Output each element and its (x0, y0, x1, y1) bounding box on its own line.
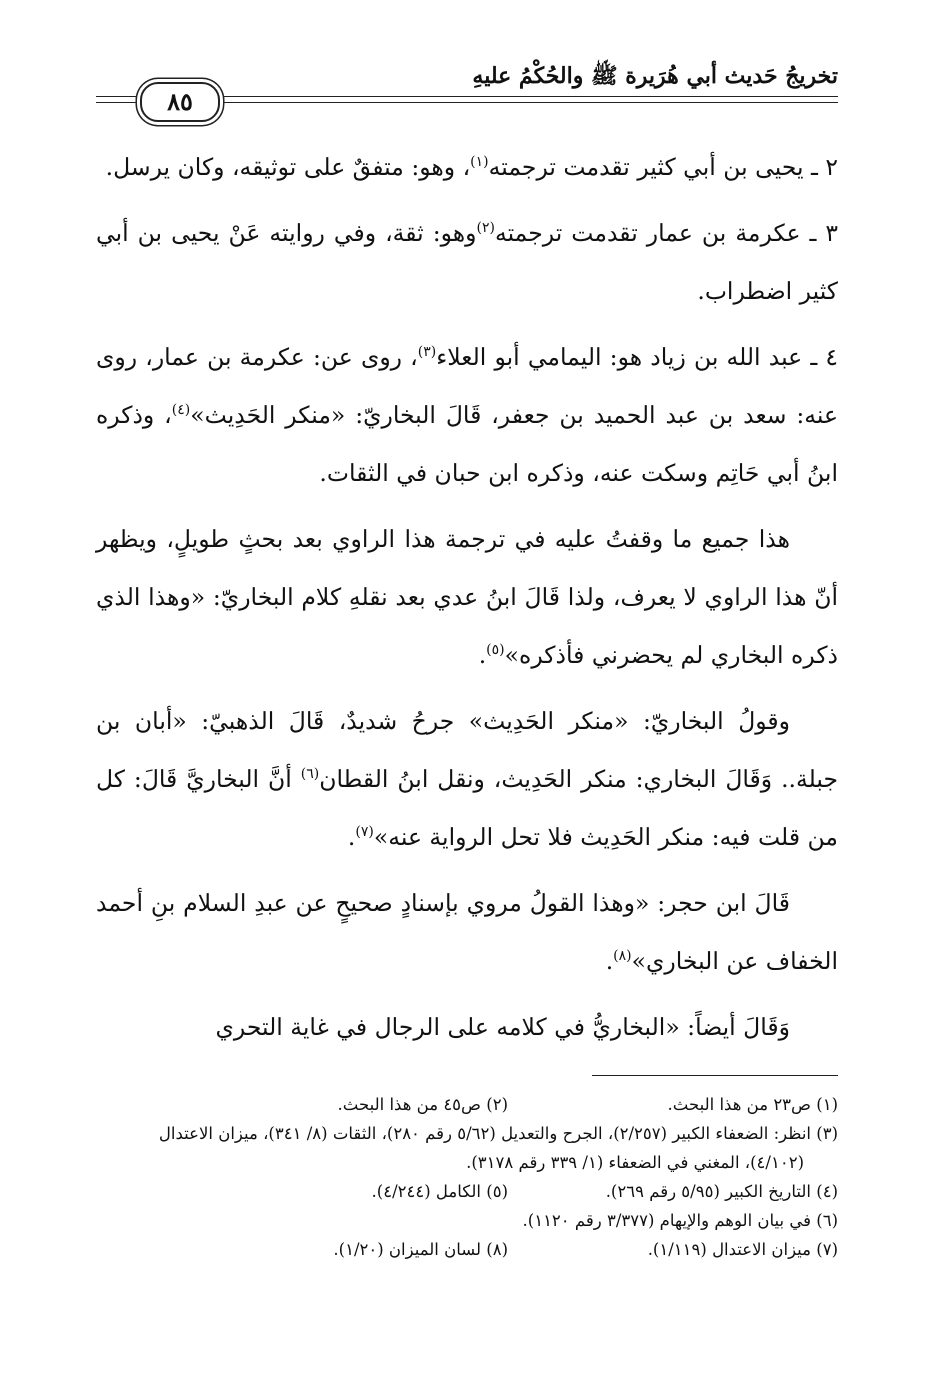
page-header (96, 62, 838, 122)
footnote-row-4-5 (96, 1177, 838, 1206)
footnote-ref-6[interactable]: (٦) (300, 766, 320, 783)
footnote-ref-3[interactable]: (٣) (417, 344, 437, 361)
footnote-8: (٨) لسان الميزان (١/٢٠). (333, 1240, 508, 1259)
footnote-ref-1[interactable]: (١) (470, 154, 489, 171)
body-text (96, 138, 838, 1064)
paragraph-ibn-hajar: قَالَ ابن حجر: «وهذا القولُ مروي بإسنادٍ صحيحٍ عن عبدِ السلام بنِ أحمد الخفاف عن البخاري»$^{(٨)}$. (96, 889, 838, 975)
footnote-ref-8[interactable]: (٨) (613, 948, 632, 965)
paragraph-bukhari-saying: وقولُ البخاريّ: «منكر الحَدِيث» جرحُ شديدٌ، قَالَ الذهبيّ: «أبان بن جبلة.. وَقَالَ البخاري: منكر الحَدِيث، ونقل ابنُ القطان$^{(٦)}$ أنَّ البخاريَّ قَالَ: كل من قلت فيه: منكر الحَدِيث فلا تحل الرواية عنه»$^{(٧)}$. (96, 707, 839, 851)
footnote-6: (٦) في بيان الوهم والإيهام (٣/٣٧٧ رقم ١١٢٠). (522, 1211, 838, 1230)
footnote-ref-2[interactable]: (٢) (476, 220, 495, 237)
footnote-ref-4[interactable]: (٤) (171, 402, 191, 419)
footnote-5: (٥) الكامل (٤/٢٤٤). (371, 1182, 508, 1201)
paragraph-narrator-2: ٢ ـ يحيى بن أبي كثير تقدمت ترجمته$^{(١)}$، وهو: متفقٌ على توثيقه، وكان يرسل. (105, 153, 838, 181)
page-number: ٨٥ (140, 82, 220, 122)
paragraph-narrator-3: ٣ ـ عكرمة بن عمار تقدمت ترجمته$^{(٢)}$وهو: ثقة، وفي روايته عَنْ يحيى بن أبي كثير اضطراب. (96, 219, 839, 305)
footnotes (96, 1090, 838, 1264)
footnote-7: (٧) ميزان الاعتدال (١/١١٩). (647, 1240, 838, 1259)
paragraph-search-note: هذا جميع ما وقفتُ عليه في ترجمة هذا الراوي بعد بحثٍ طويلٍ، ويظهر أنّ هذا الراوي لا يعرف، ولذا قَالَ ابنُ عدي بعد نقلهِ كلام البخاريّ: «وهذا الذي ذكره البخاري لم يحضرني فأذكره»$^{(٥)}$. (96, 525, 838, 669)
footnote-row-7-8 (96, 1235, 838, 1264)
paragraph-continuation: وَقَالَ أيضاً: «البخاريُّ في كلامه على الرجال في غاية التحري (215, 1013, 790, 1041)
footnote-row-1-2 (96, 1090, 838, 1119)
footnote-4: (٤) التاريخ الكبير (٥/٩٥ رقم ٢٦٩). (605, 1182, 838, 1201)
running-title: تخريجُ حَديث أبي هُرَيرة ﷺ والحُكْمُ عليهِ (472, 63, 838, 89)
footnote-separator (592, 1075, 838, 1076)
footnote-3: (٣) انظر: الضعفاء الكبير (٢/٢٥٧)، الجرح والتعديل (٥/٦٢ رقم ٢٨٠)، الثقات (٨/ ٣٤١)، ميزان الاعتدال (٤/١٠٢)، المغني في الضعفاء (١/ ٣٣٩ رقم ٣١٧٨). (158, 1124, 838, 1172)
paragraph-narrator-4: ٤ ـ عبد الله بن زياد هو: اليمامي أبو العلاء$^{(٣)}$، روى عن: عكرمة بن عمار، روى عنه: سعد بن عبد الحميد بن جعفر، قَالَ البخاريّ: «منكر الحَدِيث»$^{(٤)}$، وذكره ابنُ أبي حَاتِم وسكت عنه، وذكره ابن حبان في الثقات. (96, 343, 838, 487)
footnote-1: (١) ص٢٣ من هذا البحث. (667, 1095, 838, 1114)
footnote-ref-7[interactable]: (٧) (355, 824, 374, 841)
footnote-2: (٢) ص٤٥ من هذا البحث. (337, 1095, 508, 1114)
footnote-ref-5[interactable]: (٥) (486, 642, 505, 659)
